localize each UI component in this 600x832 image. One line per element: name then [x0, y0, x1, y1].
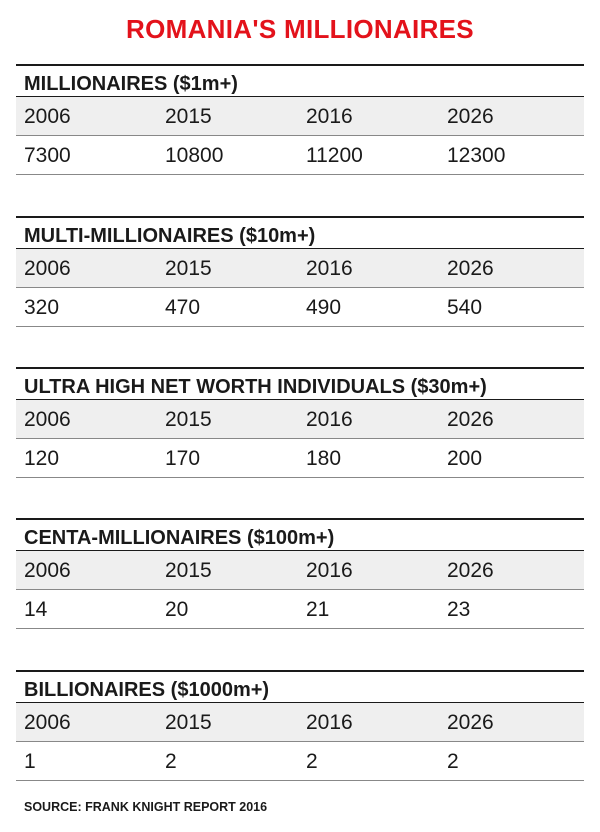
value-row: [16, 439, 584, 478]
year-cell: 2016: [306, 408, 353, 431]
value-cell: 2: [165, 750, 177, 773]
year-row: [16, 551, 584, 590]
value-cell: 490: [306, 296, 342, 319]
year-cell: 2016: [306, 711, 353, 734]
year-cell: 2026: [447, 711, 494, 734]
value-cell: 540: [447, 296, 483, 319]
value-cell: 320: [24, 296, 60, 319]
value-cell: 21: [306, 598, 330, 621]
section-ultra-high-net-worth: [16, 367, 584, 478]
year-row: [16, 97, 584, 136]
section-billionaires: [16, 670, 584, 781]
section-heading: BILLIONAIRES ($1000m+): [16, 670, 584, 703]
value-row: [16, 590, 584, 629]
year-cell: 2006: [24, 408, 71, 431]
value-cell: 170: [165, 447, 201, 470]
year-cell: 2026: [447, 408, 494, 431]
year-cell: 2026: [447, 257, 494, 280]
year-cell: 2006: [24, 257, 71, 280]
year-cell: 2016: [306, 559, 353, 582]
value-row: [16, 742, 584, 781]
year-cell: 2015: [165, 711, 212, 734]
year-cell: 2006: [24, 559, 71, 582]
year-cell: 2006: [24, 105, 71, 128]
value-cell: 180: [306, 447, 342, 470]
year-cell: 2015: [165, 105, 212, 128]
section-heading: MULTI-MILLIONAIRES ($10m+): [16, 216, 584, 249]
section-heading: CENTA-MILLIONAIRES ($100m+): [16, 518, 584, 551]
year-cell: 2006: [24, 711, 71, 734]
year-row: [16, 400, 584, 439]
year-cell: 2015: [165, 257, 212, 280]
value-cell: 14: [24, 598, 48, 621]
value-cell: 200: [447, 447, 483, 470]
value-cell: 7300: [24, 144, 71, 167]
year-cell: 2015: [165, 559, 212, 582]
value-row: [16, 288, 584, 327]
value-row: [16, 136, 584, 175]
chart-title: ROMANIA'S MILLIONAIRES: [126, 14, 474, 44]
year-cell: 2015: [165, 408, 212, 431]
section-centa-millionaires: [16, 518, 584, 629]
value-cell: 11200: [306, 144, 363, 167]
section-millionaires: [16, 64, 584, 175]
value-cell: 2: [306, 750, 318, 773]
value-cell: 12300: [447, 144, 506, 167]
section-multi-millionaires: [16, 216, 584, 327]
section-heading: ULTRA HIGH NET WORTH INDIVIDUALS ($30m+): [16, 367, 584, 400]
year-row: [16, 249, 584, 288]
section-heading: MILLIONAIRES ($1m+): [16, 64, 584, 97]
source-note: SOURCE: FRANK KNIGHT REPORT 2016: [24, 800, 268, 814]
value-cell: 2: [447, 750, 459, 773]
value-cell: 470: [165, 296, 201, 319]
year-cell: 2026: [447, 105, 494, 128]
year-cell: 2016: [306, 105, 353, 128]
value-cell: 1: [24, 750, 36, 773]
value-cell: 120: [24, 447, 60, 470]
value-cell: 10800: [165, 144, 224, 167]
year-cell: 2016: [306, 257, 353, 280]
year-row: [16, 703, 584, 742]
value-cell: 23: [447, 598, 471, 621]
value-cell: 20: [165, 598, 189, 621]
year-cell: 2026: [447, 559, 494, 582]
